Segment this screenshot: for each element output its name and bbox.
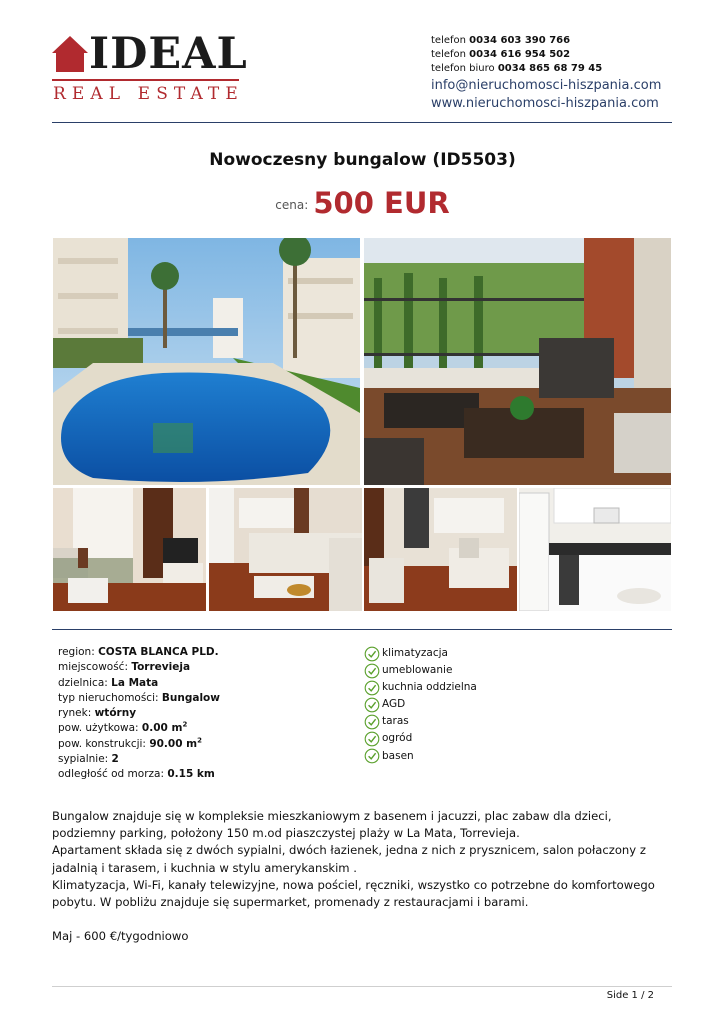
logo-brand-text: IDEAL — [89, 29, 248, 79]
photo-kitchen[interactable] — [519, 488, 671, 611]
property-row — [58, 645, 220, 660]
feature-label: ogród — [382, 732, 413, 745]
property-label: miejscowość: — [58, 661, 128, 674]
property-row — [58, 691, 220, 706]
feature-label: AGD — [382, 698, 406, 711]
property-row — [58, 660, 220, 675]
company-logo — [52, 29, 252, 106]
price-line — [0, 186, 725, 220]
photo-open-plan[interactable] — [364, 488, 517, 611]
property-value: La Mata — [111, 676, 159, 689]
property-label: pow. użytkowa: — [58, 722, 139, 735]
phone-label: telefon biuro — [431, 63, 495, 74]
property-value: Bungalow — [161, 691, 220, 704]
description-paragraph: Bungalow znajduje się w kompleksie mieszkaniowym z basenem i jacuzzi, plac zabaw dla dzieci, podziemny parking, położony 150 m.od piaszczystej plaży w La Mata, Torrevieja. — [52, 809, 612, 841]
property-row — [58, 767, 220, 782]
check-circle-icon — [364, 680, 380, 696]
phone-number[interactable]: 0034 865 68 79 45 — [497, 63, 603, 74]
property-label: typ nieruchomości: — [58, 691, 159, 704]
check-circle-icon — [364, 731, 380, 747]
unit-superscript: 2 — [197, 736, 202, 745]
property-value: COSTA BLANCA PLD. — [98, 646, 219, 658]
property-value: 0.15 km — [167, 768, 215, 781]
property-details — [58, 645, 220, 783]
feature-item — [364, 662, 477, 679]
feature-label: kuchnia oddzielna — [382, 681, 477, 694]
property-value: Torrevieja — [131, 661, 191, 674]
feature-item — [364, 679, 477, 696]
description-paragraph: Klimatyzacja, Wi-Fi, kanały telewizyjne, nowa pościel, ręczniki, wszystko co potrzebne do komfortowego pobytu. W pobliżu znajduje się supermarket, promenady z restauracjami i barami. — [52, 877, 655, 910]
property-row — [58, 721, 220, 736]
email-link[interactable]: info@nieruchomosci-hiszpania.com — [431, 78, 662, 93]
phone-line — [431, 34, 661, 48]
property-label: rynek: — [58, 707, 92, 720]
phone-label: telefon — [431, 49, 466, 60]
rate-info: Maj - 600 €/tygodniowo — [52, 929, 189, 944]
page-number: Side 1 / 2 — [606, 990, 654, 1001]
photo-terrace[interactable] — [364, 238, 671, 485]
check-circle-icon — [364, 697, 380, 713]
property-value: 2 — [111, 753, 119, 766]
price-label: cena: — [275, 198, 309, 212]
property-row — [58, 752, 220, 767]
listing-title: Nowoczesny bungalow (ID5503) — [209, 150, 516, 170]
header-divider — [52, 122, 672, 123]
property-row — [58, 706, 220, 721]
feature-label: basen — [382, 749, 414, 762]
feature-list — [364, 645, 477, 765]
property-value: 0.00 $m^2$ — [141, 720, 188, 735]
property-row — [58, 737, 220, 752]
contact-block — [431, 34, 661, 113]
property-label: sypialnie: — [58, 753, 109, 766]
unit-superscript: 2 — [182, 720, 188, 729]
property-label: odległość od morza: — [58, 768, 164, 781]
price-value: 500 EUR — [313, 186, 450, 220]
footer-divider — [52, 986, 672, 987]
feature-item — [364, 713, 477, 730]
feature-label: klimatyzacja — [382, 647, 448, 659]
phone-line — [431, 48, 661, 62]
photo-pool[interactable] — [53, 238, 360, 485]
phone-label: telefon — [431, 35, 466, 46]
feature-label: umeblowanie — [382, 664, 453, 677]
check-circle-icon — [364, 663, 380, 679]
house-logo-icon — [52, 36, 88, 74]
website-link[interactable]: www.nieruchomosci-hiszpania.com — [431, 96, 659, 111]
photo-sofa[interactable] — [209, 488, 362, 611]
property-label: dzielnica: — [58, 676, 108, 689]
logo-divider — [52, 79, 239, 81]
feature-item — [364, 730, 477, 747]
property-label: pow. konstrukcji: — [58, 737, 146, 750]
property-value: 90.00 $m^2$ — [149, 736, 202, 750]
phone-number[interactable]: 0034 603 390 766 — [469, 35, 571, 46]
phone-number[interactable]: 0034 616 954 502 — [469, 49, 571, 60]
section-divider — [52, 629, 672, 630]
property-label: region: — [58, 646, 95, 658]
check-circle-icon — [364, 714, 380, 730]
feature-item — [364, 696, 477, 713]
check-circle-icon — [364, 646, 380, 662]
feature-item — [364, 748, 477, 765]
logo-tagline: REAL ESTATE — [53, 84, 244, 104]
property-value: wtórny — [94, 707, 137, 720]
property-row — [58, 676, 220, 691]
photo-living-room[interactable] — [53, 488, 206, 611]
phone-line — [431, 62, 661, 76]
feature-item — [364, 645, 477, 662]
listing-description — [52, 808, 677, 945]
feature-label: taras — [382, 715, 409, 728]
description-paragraph: Apartament składa się z dwóch sypialni, dwóch łazienek, jedna z nich z prysznicem, salon połaczony z jadalnią i tarasem, i kuchnia w stylu amerykanskim . — [52, 843, 646, 875]
check-circle-icon — [364, 748, 380, 764]
